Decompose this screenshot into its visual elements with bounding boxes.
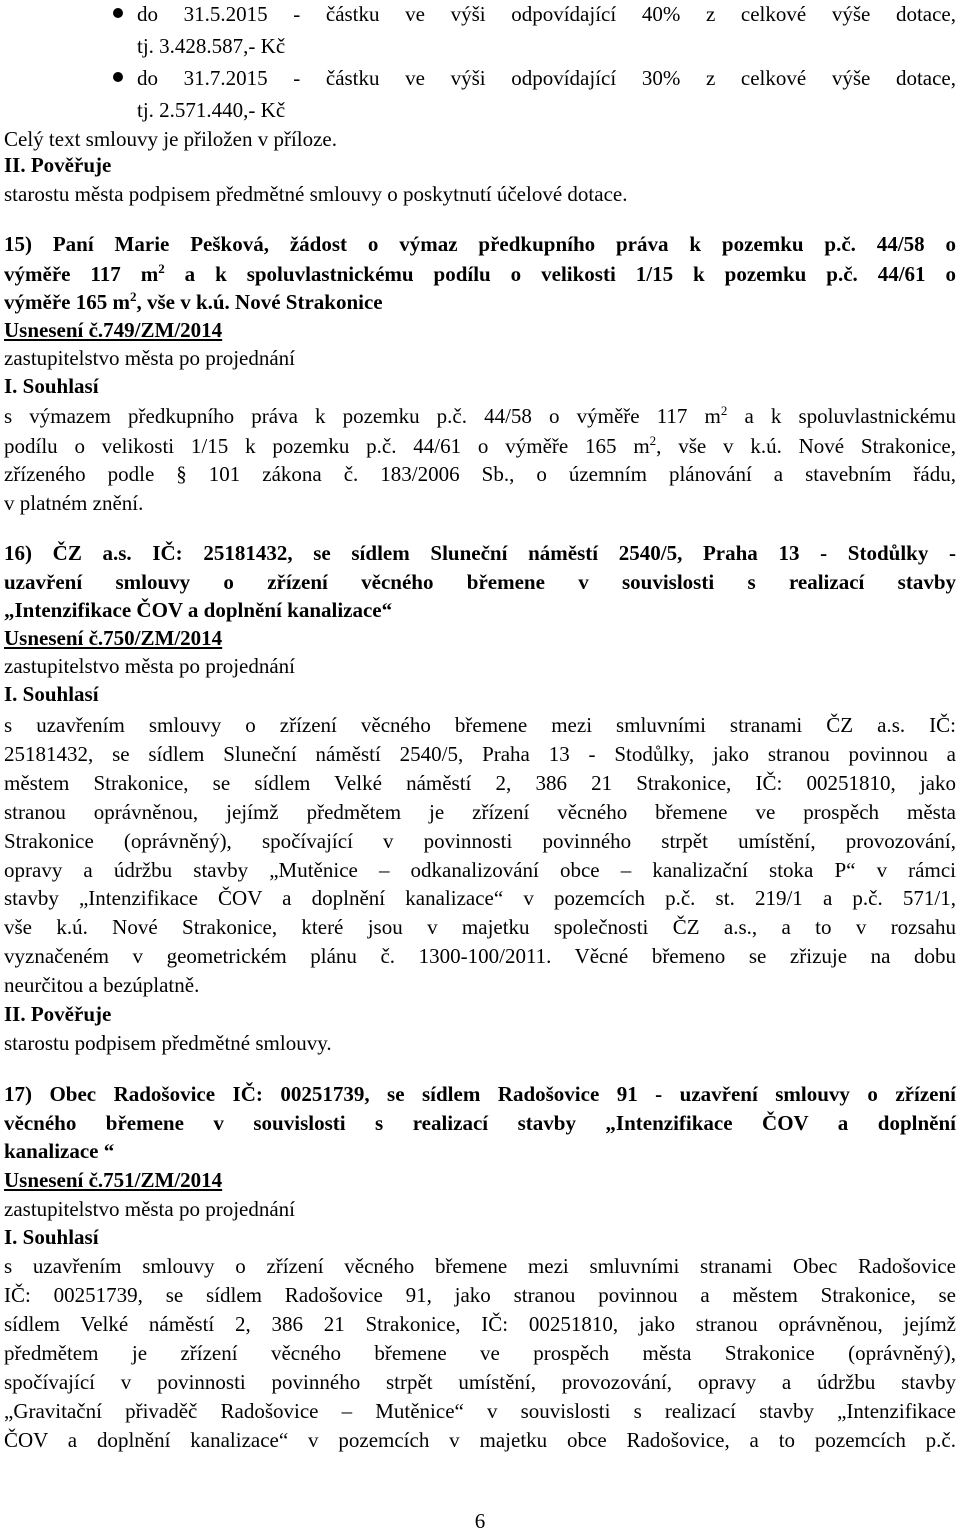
resolution-number: Usnesení č.751/ZM/2014 bbox=[4, 1168, 223, 1192]
item-heading: 16) ČZ a.s. IČ: 25181432, se sídlem Sluneční náměstí 2540/5, Praha 13 - Stodůlky - bbox=[4, 541, 956, 565]
text-line: vyznačeném v geometrickém plánu č. 1300-100/2011. Věcné břemeno se zřizuje na dobu bbox=[4, 944, 956, 968]
item-heading: 17) Obec Radošovice IČ: 00251739, se sídlem Radošovice 91 - uzavření smlouvy o zřízení bbox=[4, 1082, 956, 1106]
text-line: podílu o velikosti 1/15 k pozemku p.č. 44/61 o výměře 165 $m^2$, vše v k.ú. Nové Strakonice, bbox=[4, 433, 956, 458]
section-heading: I. Souhlasí bbox=[4, 1225, 99, 1249]
bullet-text: do 31.5.2015 - částku ve výši odpovídající 40% z celkové výše dotace, bbox=[137, 2, 956, 26]
section-heading: II. Pověřuje bbox=[4, 1002, 112, 1026]
text-line: zřízeného podle § 101 zákona č. 183/2006 Sb., o územním plánování a stavebním řádu, bbox=[4, 462, 956, 486]
text-line: stranou oprávněnou, jejímž předmětem je zřízení věcného břemene ve prospěch města bbox=[4, 800, 956, 824]
text-line: spočívající v povinnosti povinného strpět umístění, provozování, opravy a údržbu stavby bbox=[4, 1370, 956, 1394]
resolution-number: Usnesení č.750/ZM/2014 bbox=[4, 626, 223, 650]
text-line: ČOV a doplnění kanalizace“ v pozemcích v majetku obce Radošovice, a to pozemcích p.č. bbox=[4, 1428, 956, 1452]
text-line: městem Strakonice, se sídlem Velké náměstí 2, 386 21 Strakonice, IČ: 00251810, jako bbox=[4, 771, 956, 795]
text-line: sídlem Velké náměstí 2, 386 21 Strakonice, IČ: 00251810, jako stranou oprávněnou, jejímž bbox=[4, 1312, 956, 1336]
text-line: IČ: 00251739, se sídlem Radošovice 91, jako stranou povinnou a městem Strakonice, se bbox=[4, 1283, 956, 1307]
item-heading: 15) Paní Marie Pešková, žádost o výmaz předkupního práva k pozemku p.č. 44/58 o bbox=[4, 232, 956, 256]
item-heading: výměře 165 $m^2$, vše v k.ú. Nové Strakonice bbox=[4, 289, 383, 314]
text-line: 25181432, se sídlem Sluneční náměstí 2540/5, Praha 13 - Stodůlky, jako stranou povinnou a bbox=[4, 742, 956, 766]
bullet-text: do 31.7.2015 - částku ve výši odpovídající 30% z celkové výše dotace, bbox=[137, 66, 956, 90]
resolution-number: Usnesení č.749/ZM/2014 bbox=[4, 318, 223, 342]
text-line: předmětem je zřízení věcného břemene ve prospěch města Strakonice (oprávněný), bbox=[4, 1341, 956, 1365]
section-heading: II. Pověřuje bbox=[4, 153, 112, 177]
text-line: zastupitelstvo města po projednání bbox=[4, 654, 296, 678]
text-line: zastupitelstvo města po projednání bbox=[4, 1197, 296, 1221]
bullet-icon bbox=[113, 8, 123, 18]
item-heading: „Intenzifikace ČOV a doplnění kanalizace“ bbox=[4, 598, 393, 622]
item-heading: uzavření smlouvy o zřízení věcného břemene v souvislosti s realizací stavby bbox=[4, 570, 956, 594]
bullet-text: tj. 3.428.587,- Kč bbox=[137, 34, 286, 58]
page-number: 6 bbox=[474, 1509, 486, 1533]
text-line: neurčitou a bezúplatně. bbox=[4, 973, 200, 997]
section-heading: I. Souhlasí bbox=[4, 374, 99, 398]
item-heading: výměře 117 $m^2$ a k spoluvlastnickému podílu o velikosti 1/15 k pozemku p.č. 44/61 o bbox=[4, 261, 956, 286]
text-line: „Gravitační přivaděč Radošovice – Mutěnice“ v souvislosti s realizací stavby „Intenzifikace bbox=[4, 1399, 956, 1423]
text-line: vše k.ú. Nové Strakonice, které jsou v majetku společnosti ČZ a.s., a to v rozsahu bbox=[4, 915, 956, 939]
text-line: Strakonice (oprávněný), spočívající v povinnosti povinného strpět umístění, provozování, bbox=[4, 829, 956, 853]
item-heading: věcného břemene v souvislosti s realizací stavby „Intenzifikace ČOV a doplnění bbox=[4, 1111, 956, 1135]
text-line: stavby „Intenzifikace ČOV a doplnění kanalizace“ v pozemcích p.č. st. 219/1 a p.č. 571/1, bbox=[4, 886, 956, 910]
text-line: Celý text smlouvy je přiložen v příloze. bbox=[4, 127, 338, 151]
item-heading: kanalizace “ bbox=[4, 1139, 115, 1163]
text-line: s uzavřením smlouvy o zřízení věcného břemene mezi smluvními stranami ČZ a.s. IČ: bbox=[4, 713, 956, 737]
text-line: s výmazem předkupního práva k pozemku p.č. 44/58 o výměře 117 $m^2$ a k spoluvlastnickému bbox=[4, 403, 956, 428]
bullet-text: tj. 2.571.440,- Kč bbox=[137, 98, 286, 122]
text-line: s uzavřením smlouvy o zřízení věcného břemene mezi smluvními stranami Obec Radošovice bbox=[4, 1254, 956, 1278]
text-line: zastupitelstvo města po projednání bbox=[4, 346, 296, 370]
section-heading: I. Souhlasí bbox=[4, 682, 99, 706]
text-line: starostu města podpisem předmětné smlouvy o poskytnutí účelové dotace. bbox=[4, 182, 628, 206]
text-line: v platném znění. bbox=[4, 491, 144, 515]
bullet-icon bbox=[113, 72, 123, 82]
text-line: starostu podpisem předmětné smlouvy. bbox=[4, 1031, 332, 1055]
text-line: opravy a údržbu stavby „Mutěnice – odkanalizování obce – kanalizační stoka P“ v rámci bbox=[4, 858, 956, 882]
